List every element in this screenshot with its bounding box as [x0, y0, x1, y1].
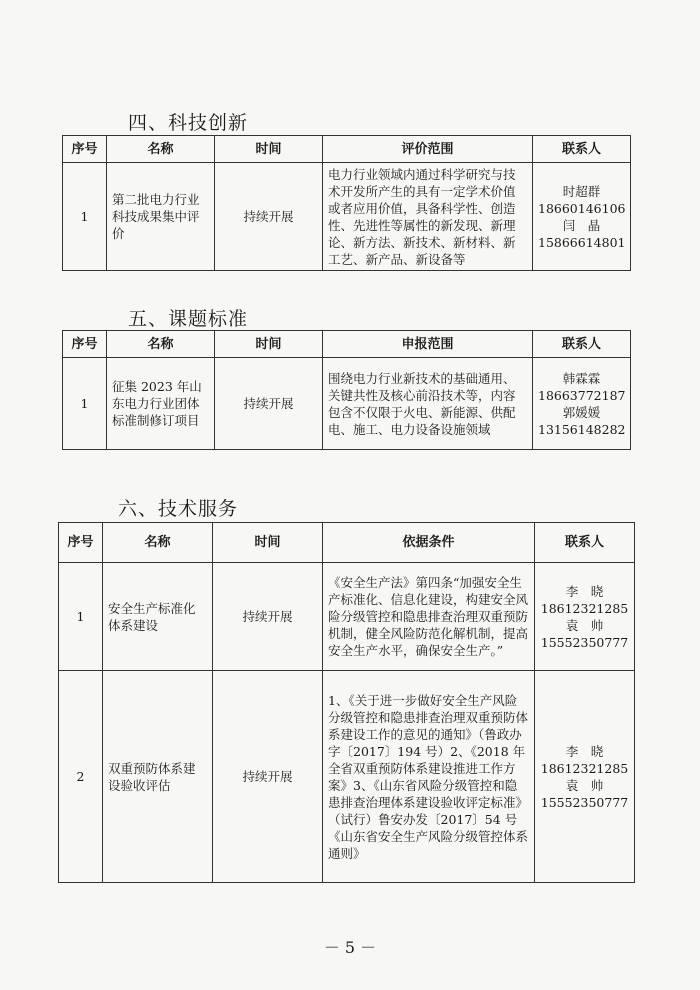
header-name: 名称 — [107, 136, 215, 163]
cell-no: 1 — [63, 163, 107, 271]
cell-scope: 电力行业领域内通过科学研究与技术开发所产生的具有一定学术价值或者应用价值，具备科学性、创造性、先进性等属性的新发现、新理论、新方法、新技术、新材料、新工艺、新产品、新设备等 — [323, 163, 533, 271]
header-time: 时间 — [213, 523, 323, 563]
section-title-tech-innovation: 四、科技创新 — [128, 112, 249, 134]
header-no: 序号 — [63, 331, 107, 358]
contact-phone: 18660146106 — [538, 200, 626, 216]
header-scope: 评价范围 — [323, 136, 533, 163]
table-row — [59, 671, 635, 883]
table-row — [63, 163, 631, 271]
contact-phone: 18612321285 — [540, 600, 629, 616]
contact-phone: 18663772187 — [538, 387, 626, 403]
contact-person: 闫 晶 — [562, 217, 601, 233]
cell-no: 2 — [59, 671, 103, 883]
cell-scope: 围绕电力行业新技术的基础通用、关键共性及核心前沿技术等，内容包含不仅限于火电、新能源、供配电、施工、电力设备设施领域 — [323, 358, 533, 450]
table-header-row — [59, 523, 635, 563]
table-header-row — [63, 331, 631, 358]
cell-name: 安全生产标准化体系建设 — [103, 563, 213, 671]
header-no: 序号 — [63, 136, 107, 163]
table-row — [59, 563, 635, 671]
cell-contact — [533, 358, 631, 450]
header-scope: 依据条件 — [323, 523, 535, 563]
cell-time: 持续开展 — [215, 163, 323, 271]
cell-scope: 1、《关于进一步做好安全生产风险分级管控和隐患排查治理双重预防体系建设工作的意见的通知》（鲁政办字〔2017〕194 号）2、《2018 年全省双重预防体系建设推进工作方案》3、《山东省风险分级管控和隐患排查治理体系建设验收评定标准》（试行）鲁安办发〔2017〕54 号《山东省安全生产风险分级管控体系通则》 — [323, 671, 535, 883]
contact-person: 韩霖霖 — [562, 370, 601, 386]
cell-name: 双重预防体系建设验收评估 — [103, 671, 213, 883]
contact-phone: 15552350777 — [540, 794, 629, 810]
header-contact: 联系人 — [533, 136, 631, 163]
contact-person: 时超群 — [562, 183, 601, 199]
section-title-technical-services: 六、技术服务 — [118, 498, 239, 520]
tech-innovation-table — [62, 135, 631, 271]
page-number: － 5 － — [323, 938, 377, 957]
contact-person: 郭媛媛 — [562, 404, 601, 420]
cell-time: 持续开展 — [213, 671, 323, 883]
cell-contact — [533, 163, 631, 271]
cell-no: 1 — [59, 563, 103, 671]
table-row — [63, 358, 631, 450]
header-name: 名称 — [107, 331, 215, 358]
technical-services-table — [58, 522, 635, 883]
contact-person: 袁 帅 — [565, 777, 604, 793]
header-no: 序号 — [59, 523, 103, 563]
research-standards-table — [62, 330, 631, 450]
cell-time: 持续开展 — [215, 358, 323, 450]
table-header-row — [63, 136, 631, 163]
contact-phone: 18612321285 — [540, 760, 629, 776]
cell-scope: 《安全生产法》第四条“加强安全生产标准化、信息化建设，构建安全风险分级管控和隐患排查治理双重预防机制，健全风险防范化解机制，提高安全生产水平，确保安全生产。” — [323, 563, 535, 671]
cell-time: 持续开展 — [213, 563, 323, 671]
section-title-research-standards: 五、课题标准 — [128, 308, 249, 330]
contact-person: 袁 帅 — [565, 617, 604, 633]
header-time: 时间 — [215, 331, 323, 358]
cell-contact — [535, 563, 635, 671]
cell-name: 征集 2023 年山东电力行业团体标准制修订项目 — [107, 358, 215, 450]
contact-phone: 15552350777 — [540, 634, 629, 650]
header-contact: 联系人 — [535, 523, 635, 563]
header-contact: 联系人 — [533, 331, 631, 358]
cell-contact — [535, 671, 635, 883]
header-time: 时间 — [215, 136, 323, 163]
contact-person: 李 晓 — [565, 583, 604, 599]
contact-phone: 13156148282 — [538, 421, 626, 437]
contact-phone: 15866614801 — [538, 234, 626, 250]
header-name: 名称 — [103, 523, 213, 563]
cell-no: 1 — [63, 358, 107, 450]
contact-person: 李 晓 — [565, 743, 604, 759]
header-scope: 申报范围 — [323, 331, 533, 358]
cell-name: 第二批电力行业科技成果集中评价 — [107, 163, 215, 271]
